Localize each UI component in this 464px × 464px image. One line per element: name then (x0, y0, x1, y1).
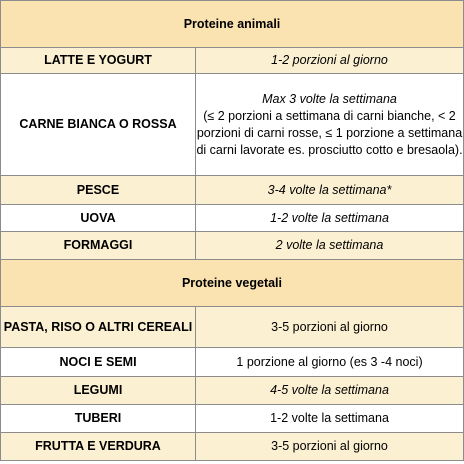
food-frequency: 1-2 porzioni al giorno (196, 48, 464, 74)
food-name: PASTA, RISO O ALTRI CEREALI (1, 307, 196, 348)
section-header-row (1, 260, 464, 307)
food-frequency-note: (≤ 2 porzioni a settimana di carni bianche, < 2 porzioni di carni rosse, ≤ 1 porzione a settimana di carni lavorate es. prosciutto cotto e bresaola). (196, 108, 463, 157)
food-frequency: 1-2 volte la settimana (196, 205, 464, 232)
food-name: LEGUMI (1, 377, 196, 405)
table-row (1, 48, 464, 74)
food-name: FRUTTA E VERDURA (1, 433, 196, 461)
food-frequency: 3-5 porzioni al giorno (196, 307, 464, 348)
section-title-animal: Proteine animali (1, 1, 464, 48)
section-header-row (1, 1, 464, 48)
food-frequency: 2 volte la settimana (196, 232, 464, 260)
food-frequency: Max 3 volte la settimana (262, 91, 397, 106)
table-row (1, 205, 464, 232)
food-frequency: 3-4 volte la settimana* (196, 176, 464, 205)
food-frequency: 3-5 porzioni al giorno (196, 433, 464, 461)
table-row (1, 433, 464, 461)
food-name: CARNE BIANCA O ROSSA (1, 74, 196, 176)
table-row (1, 405, 464, 433)
food-name: PESCE (1, 176, 196, 205)
table-row (1, 377, 464, 405)
food-name: UOVA (1, 205, 196, 232)
food-frequency: 1-2 volte la settimana (196, 405, 464, 433)
table-row (1, 176, 464, 205)
food-frequency: 4-5 volte la settimana (196, 377, 464, 405)
section-title-vegetable: Proteine vegetali (1, 260, 464, 307)
table-row (1, 307, 464, 348)
food-frequency-cell (196, 74, 464, 176)
table-row (1, 348, 464, 377)
food-name: LATTE E YOGURT (1, 48, 196, 74)
table-row (1, 74, 464, 176)
food-frequency: 1 porzione al giorno (es 3 -4 noci) (196, 348, 464, 377)
food-name: TUBERI (1, 405, 196, 433)
food-name: NOCI E SEMI (1, 348, 196, 377)
food-name: FORMAGGI (1, 232, 196, 260)
table-row (1, 232, 464, 260)
